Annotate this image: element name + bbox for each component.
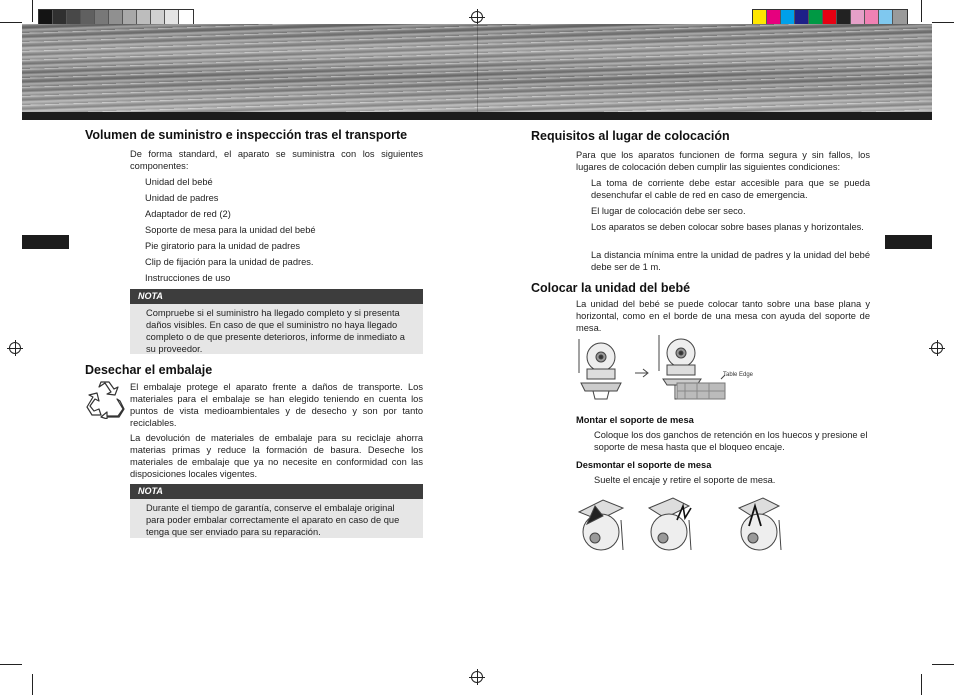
list-item: Adaptador de red (2)	[145, 209, 231, 219]
crop-mark	[921, 0, 922, 22]
color-swatch	[879, 10, 893, 24]
section-title-suministro: Volumen de suministro e inspección tras el transporte	[85, 128, 408, 142]
crop-mark	[932, 664, 954, 665]
color-swatch	[165, 10, 179, 24]
list-item: Soporte de mesa para la unidad del bebé	[145, 225, 316, 235]
list-item: Clip de fijación para la unidad de padres.	[145, 257, 314, 267]
registration-mark-icon	[931, 342, 943, 354]
left-page-tab	[22, 235, 69, 249]
crop-mark	[32, 674, 33, 695]
section-title-embalaje: Desechar el embalaje	[85, 363, 213, 377]
note-box	[130, 289, 423, 354]
crop-mark	[32, 0, 33, 22]
page-divider	[477, 24, 478, 112]
color-swatch	[123, 10, 137, 24]
color-swatch	[767, 10, 781, 24]
desmontar-text: Suelte el encaje y retire el soporte de mesa.	[594, 475, 776, 485]
color-swatch-strip	[752, 9, 908, 25]
montar-text: Coloque los dos ganchos de retención en los huecos y presione el soporte de mesa hasta que el bloqueo encaje.	[594, 430, 868, 452]
color-swatch	[67, 10, 81, 24]
gray-swatch-strip	[38, 9, 194, 25]
color-swatch	[823, 10, 837, 24]
registration-mark-icon	[471, 11, 483, 23]
color-swatch	[137, 10, 151, 24]
color-swatch	[851, 10, 865, 24]
list-item: Instrucciones de uso	[145, 273, 231, 283]
colocar-intro: La unidad del bebé se puede colocar tanto sobre una base plana y horizontal, como en el borde de una mesa con ayuda del soporte de mesa.	[576, 299, 870, 333]
embalaje-para2: La devolución de materiales de embalaje para su reciclaje ahorra materias primas y reduce la formación de basura. Deseche los materiales de embalaje que ya no necesite en conformidad con las disposiciones locales vigentes.	[130, 433, 423, 479]
color-swatch	[809, 10, 823, 24]
list-item: Pie giratorio para la unidad de padres	[145, 241, 301, 251]
crop-mark	[921, 674, 922, 695]
color-swatch	[151, 10, 165, 24]
list-item: Los aparatos se deben colocar sobre bases planas y horizontales.	[591, 222, 864, 232]
crop-mark	[0, 664, 22, 665]
color-swatch	[53, 10, 67, 24]
color-swatch	[95, 10, 109, 24]
subsection-title-montar: Montar el soporte de mesa	[576, 415, 694, 425]
recycle-icon	[85, 381, 125, 419]
color-swatch	[81, 10, 95, 24]
header-bar	[22, 112, 932, 120]
detach-stand-illustration	[573, 494, 793, 556]
crop-mark	[932, 22, 954, 23]
section-title-requisitos: Requisitos al lugar de colocación	[531, 129, 730, 143]
embalaje-para1: El embalaje protege el aparato frente a daños de transporte. Los materiales para el embalaje se han elegido teniendo en cuenta los puntos de vista medioambientales y de desecho y son por tanto reciclables.	[130, 382, 423, 428]
color-swatch	[893, 10, 907, 24]
color-swatch	[795, 10, 809, 24]
color-swatch	[39, 10, 53, 24]
note-text: Durante el tiempo de garantía, conserve el embalaje original para poder embalar correctamente el aparato en caso de que tenga que ser enviado para su reparación.	[146, 503, 400, 537]
color-swatch	[753, 10, 767, 24]
table-edge-label: Table Edge	[723, 372, 754, 378]
suministro-intro: De forma standard, el aparato se suministra con los siguientes componentes:	[130, 149, 423, 171]
crop-mark	[0, 22, 22, 23]
color-swatch	[109, 10, 123, 24]
color-swatch	[179, 10, 193, 24]
color-swatch	[837, 10, 851, 24]
list-item: El lugar de colocación debe ser seco.	[591, 206, 746, 216]
list-item: La distancia mínima entre la unidad de padres y la unidad del bebé debe ser de 1 m.	[591, 250, 870, 272]
right-page-tab	[885, 235, 932, 249]
table-stand-illustration	[573, 333, 773, 405]
note-text: Compruebe si el suministro ha llegado completo y si presenta daños visibles. En caso de que el suministro no haya llegado completo o de que presente deterioros, informe de inmediato a su proveedor.	[146, 308, 405, 354]
requisitos-intro: Para que los aparatos funcionen de forma segura y sin fallos, los lugares de colocación deben cumplir las siguientes condiciones:	[576, 150, 870, 172]
section-title-colocar: Colocar la unidad del bebé	[531, 281, 691, 295]
subsection-title-desmontar: Desmontar el soporte de mesa	[576, 460, 712, 470]
registration-mark-icon	[9, 342, 21, 354]
note-box	[130, 484, 423, 538]
registration-mark-icon	[471, 671, 483, 683]
list-item: Unidad del bebé	[145, 177, 213, 187]
color-swatch	[781, 10, 795, 24]
note-label: NOTA	[130, 484, 423, 499]
list-item: La toma de corriente debe estar accesible para que se pueda desenchufar el cable de red en caso de emergencia.	[591, 178, 870, 200]
list-item: Unidad de padres	[145, 193, 219, 203]
color-swatch	[865, 10, 879, 24]
note-label: NOTA	[130, 289, 423, 304]
